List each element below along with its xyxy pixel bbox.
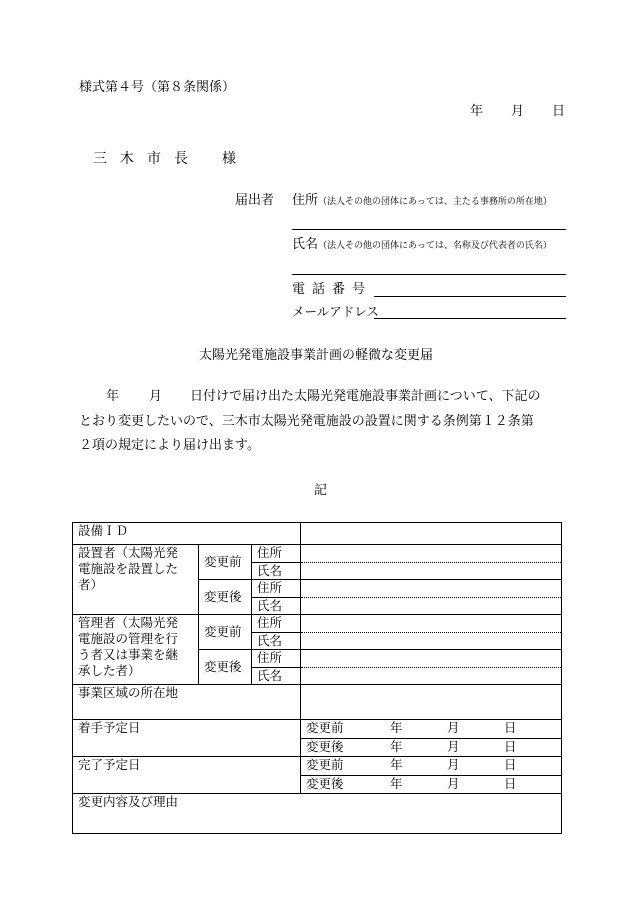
installer-label-line: 電施設を設置した [78, 561, 179, 576]
name-label-text: 氏名 [292, 237, 319, 252]
manager-label [73, 615, 199, 685]
date-after-label: 変更後 [306, 776, 344, 791]
installer-before-name-value[interactable] [301, 563, 562, 580]
email-label: メールアドレス [292, 304, 379, 319]
manager-after-name-label: 氏名 [252, 668, 301, 685]
installer-before-address-value[interactable] [301, 545, 562, 563]
installer-after-name-value[interactable] [301, 598, 562, 615]
date-month: 月 [447, 776, 460, 791]
manager-before-name-label: 氏名 [252, 633, 301, 650]
installer-before-label: 変更前 [199, 545, 252, 580]
manager-before-name-value[interactable] [301, 633, 562, 650]
addressee-char: 市 [147, 151, 161, 167]
date-day: 日 [504, 757, 517, 772]
address-label [292, 193, 552, 210]
ki-mark: 記 [314, 483, 328, 498]
manager-before-address-value[interactable] [301, 615, 562, 633]
manager-label-line: 承した者） [78, 663, 141, 678]
body-line-2: とおり変更したいので、三木市太陽光発電施設の設置に関する条例第１２条第 [79, 414, 534, 429]
date-month: 月 [447, 720, 460, 735]
date-line [470, 104, 565, 120]
date-year: 年 [390, 776, 403, 791]
manager-after-address-value[interactable] [301, 650, 562, 668]
name-line[interactable] [292, 274, 566, 275]
date-before-label: 変更前 [306, 720, 344, 735]
address-note: （法人その他の団体にあっては、主たる事務所の所在地） [318, 197, 552, 207]
body-line-1 [106, 389, 541, 405]
installer-before-address-label: 住所 [252, 545, 301, 563]
addressee-char: 三 [93, 151, 107, 167]
phone-label [292, 282, 365, 298]
manager-label-line: う者又は事業を継 [78, 647, 179, 662]
installer-label-line: 設置者（太陽光発 [78, 545, 179, 560]
name-note: （法人その他の団体にあっては、名称及び代表者の氏名） [318, 241, 552, 251]
change-table [72, 522, 562, 834]
manager-after-address-label: 住所 [252, 650, 301, 668]
reason-label: 変更内容及び理由 [78, 794, 179, 809]
phone-line[interactable] [374, 296, 566, 297]
body-line-3: ２項の規定により届け出ます。 [79, 438, 260, 453]
date-day: 日 [504, 720, 517, 735]
date-before-label: 変更前 [306, 757, 344, 772]
end-date-label: 完了予定日 [73, 757, 301, 794]
manager-before-address-label: 住所 [252, 615, 301, 633]
addressee-honorific: 様 [222, 151, 236, 167]
end-date-after[interactable] [301, 776, 562, 794]
manager-after-label: 変更後 [199, 650, 252, 685]
installer-after-address-value[interactable] [301, 580, 562, 598]
location-value[interactable] [301, 685, 562, 720]
address-label-text: 住所 [292, 193, 319, 208]
applicant-label: 届出者 [235, 193, 275, 208]
addressee-char: 木 [120, 151, 134, 167]
facility-id-value[interactable] [301, 523, 562, 545]
manager-after-name-value[interactable] [301, 668, 562, 685]
date-month-label: 月 [511, 104, 525, 119]
date-day-label: 日 [552, 104, 566, 119]
body-year: 年 [106, 389, 120, 404]
date-year: 年 [390, 720, 403, 735]
body-month: 月 [149, 389, 163, 404]
name-label [292, 237, 552, 254]
start-date-before[interactable] [301, 720, 562, 739]
date-day: 日 [504, 739, 517, 754]
date-year-label: 年 [470, 104, 484, 119]
reason-cell[interactable] [73, 794, 562, 834]
phone-label-char: 号 [352, 282, 366, 297]
end-date-before[interactable] [301, 757, 562, 776]
document-title: 太陽光発電施設事業計画の軽微な変更届 [199, 348, 434, 363]
manager-label-line: 管理者（太陽光発 [78, 615, 179, 630]
date-month: 月 [447, 757, 460, 772]
addressee-char: 長 [174, 151, 188, 167]
manager-label-line: 電施設の管理を行 [78, 631, 179, 646]
date-month: 月 [447, 739, 460, 754]
phone-label-char: 電 [292, 282, 306, 297]
date-year: 年 [390, 757, 403, 772]
phone-label-char: 話 [312, 282, 326, 297]
installer-before-name-label: 氏名 [252, 563, 301, 580]
phone-label-char: 番 [332, 282, 346, 297]
manager-before-label: 変更前 [199, 615, 252, 650]
installer-after-address-label: 住所 [252, 580, 301, 598]
addressee [93, 150, 236, 168]
installer-label [73, 545, 199, 615]
installer-after-name-label: 氏名 [252, 598, 301, 615]
address-line[interactable] [292, 229, 566, 230]
date-year: 年 [390, 739, 403, 754]
installer-label-line: 者） [78, 577, 104, 592]
body-line-1-rest: 日付けで届け出た太陽光発電施設事業計画について、下記の [190, 389, 541, 404]
installer-after-label: 変更後 [199, 580, 252, 615]
facility-id-label: 設備ＩＤ [73, 523, 301, 545]
date-after-label: 変更後 [306, 739, 344, 754]
location-label: 事業区域の所在地 [73, 685, 301, 720]
form-number: 様式第４号（第８条関係） [79, 80, 236, 95]
start-date-after[interactable] [301, 739, 562, 757]
email-line[interactable] [374, 318, 566, 319]
date-day: 日 [504, 776, 517, 791]
start-date-label: 着手予定日 [73, 720, 301, 757]
